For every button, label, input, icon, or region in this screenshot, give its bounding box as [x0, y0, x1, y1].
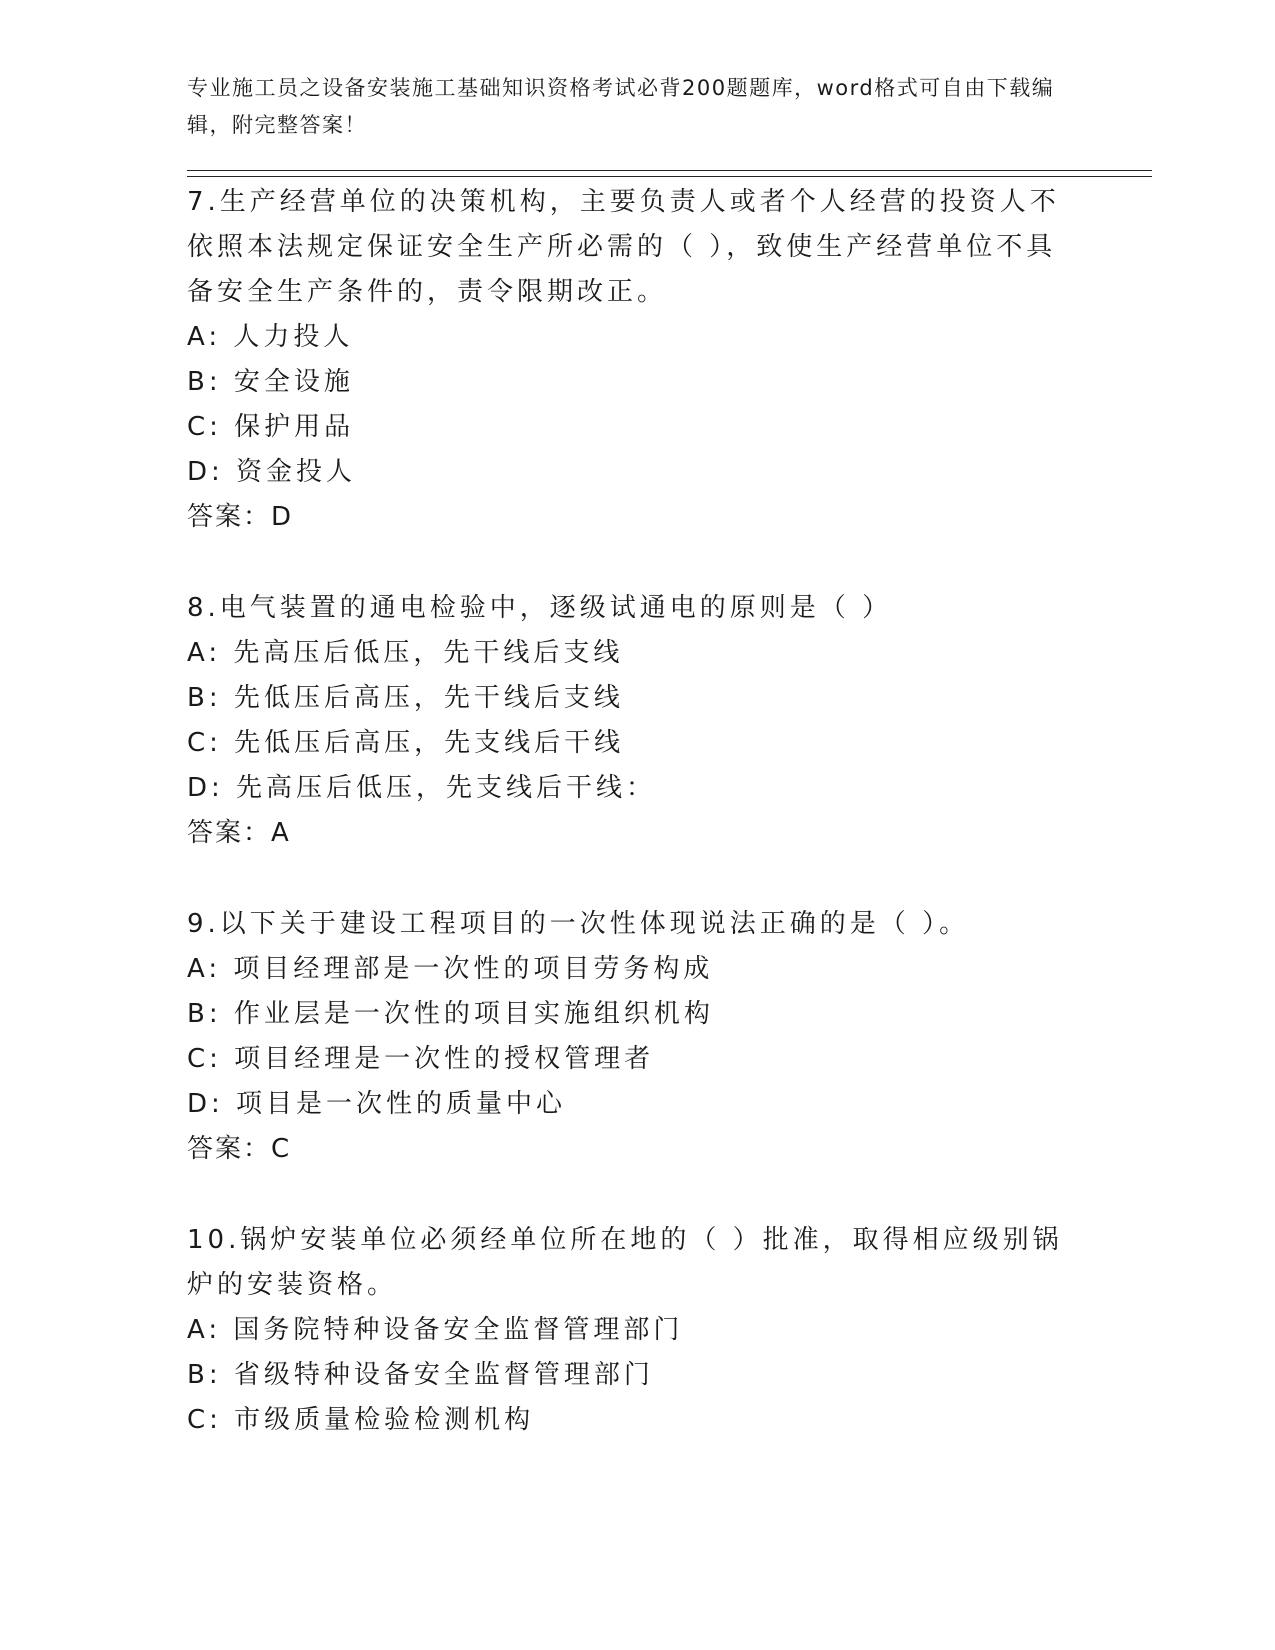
option-d: D: 项目是一次性的质量中心 [187, 1089, 567, 1119]
option-d: D: 先高压后低压，先支线后干线： [187, 773, 657, 803]
option-c: C: 项目经理是一次性的授权管理者 [187, 1044, 655, 1074]
option-a: A: 项目经理部是一次性的项目劳务构成 [187, 954, 714, 984]
question-9 [187, 902, 1147, 1172]
answer: 答案：C [187, 1134, 292, 1164]
document-page [187, 70, 1147, 1489]
header-divider [187, 170, 1152, 177]
option-b: B: 作业层是一次性的项目实施组织机构 [187, 999, 714, 1029]
option-c: C: 市级质量检验检测机构 [187, 1405, 535, 1435]
question-stem: 10.锅炉安装单位必须经单位所在地的（ ）批准，取得相应级别锅炉的安装资格。 [187, 1225, 1063, 1300]
option-b: B: 先低压后高压，先干线后支线 [187, 683, 624, 713]
question-stem: 9.以下关于建设工程项目的一次性体现说法正确的是（ ）。 [187, 909, 970, 939]
answer: 答案：A [187, 818, 291, 848]
question-10 [187, 1218, 1147, 1443]
option-a: A: 先高压后低压，先干线后支线 [187, 638, 624, 668]
answer: 答案：D [187, 502, 294, 532]
option-d: D: 资金投人 [187, 457, 357, 487]
option-a: A: 国务院特种设备安全监督管理部门 [187, 1315, 684, 1345]
question-7 [187, 180, 1147, 540]
option-a: A: 人力投人 [187, 322, 354, 352]
question-8 [187, 586, 1147, 856]
question-stem: 7.生产经营单位的决策机构，主要负责人或者个人经营的投资人不依照本法规定保证安全生产所必需的（ ），致使生产经营单位不具备安全生产条件的，责令限期改正。 [187, 187, 1060, 307]
question-stem: 8.电气装置的通电检验中，逐级试通电的原则是（ ） [187, 593, 893, 623]
question-list [187, 180, 1147, 1443]
option-b: B: 安全设施 [187, 367, 354, 397]
document-header: 专业施工员之设备安装施工基础知识资格考试必背200题题库，word格式可自由下载编辑，附完整答案！ [187, 76, 1055, 137]
option-c: C: 先低压后高压，先支线后干线 [187, 728, 625, 758]
option-c: C: 保护用品 [187, 412, 355, 442]
option-b: B: 省级特种设备安全监督管理部门 [187, 1360, 654, 1390]
